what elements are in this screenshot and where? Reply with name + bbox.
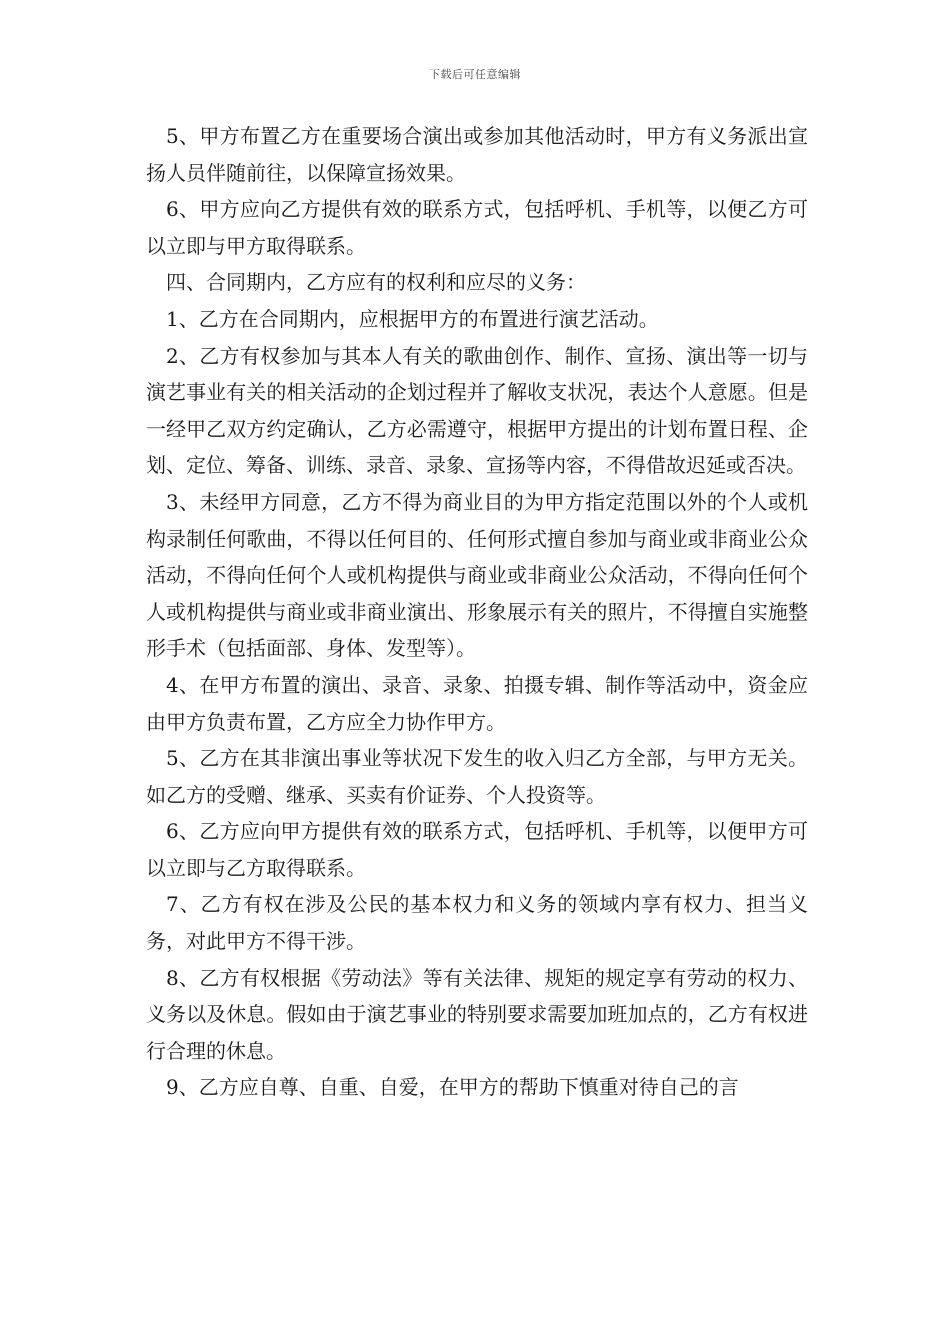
paragraph-a5: 5、甲方布置乙方在重要场合演出或参加其他活动时，甲方有义务派出宣扬人员伴随前往，以保障宣扬效果。 [146,124,808,185]
paragraph-a6: 6、甲方应向乙方提供有效的联系方式，包括呼机、手机等，以便乙方可以立即与甲方取得联系。 [146,197,808,258]
paragraph-b5: 5、乙方在其非演出事业等状况下发生的收入归乙方全部，与甲方无关。如乙方的受赠、继承、买卖有价证券、个人投资等。 [146,746,808,807]
document-body [146,118,808,1106]
paragraph-b8: 8、乙方有权根据《劳动法》等有关法律、规矩的规定享有劳动的权力、义务以及休息。假如由于演艺事业的特别要求需要加班加点的，乙方有权进行合理的休息。 [146,965,808,1063]
paragraph-b1: 1、乙方在合同期内，应根据甲方的布置进行演艺活动。 [166,306,659,331]
paragraph-b2: 2、乙方有权参加与其本人有关的歌曲创作、制作、宣扬、演出等一切与演艺事业有关的相关活动的企划过程并了解收支状况，表达个人意愿。但是一经甲乙双方约定确认，乙方必需遵守，根据甲方提出的计划布置日程、企划、定位、筹备、训练、录音、录象、宣扬等内容，不得借故迟延或否决。 [146,343,808,478]
paragraph-b9: 9、乙方应自尊、自重、自爱，在甲方的帮助下慎重对待自己的言 [166,1075,739,1100]
paragraph-b4: 4、在甲方布置的演出、录音、录象、拍摄专辑、制作等活动中，资金应由甲方负责布置，乙方应全力协作甲方。 [146,672,808,734]
page-header: 下载后可任意编辑 [429,68,521,81]
paragraph-b6: 6、乙方应向甲方提供有效的联系方式，包括呼机、手机等，以便甲方可以立即与乙方取得联系。 [146,819,808,880]
paragraph-b3: 3、未经甲方同意，乙方不得为商业目的为甲方指定范围以外的个人或机构录制任何歌曲，不得以任何目的、任何形式擅自参加与商业或非商业公众活动，不得向任何个人或机构提供与商业或非商业公众活动，不得向任何个人或机构提供与商业或非商业演出、形象展示有关的照片，不得擅自实施整形手术（包括面部、身体、发型等）。 [146,489,808,661]
section-heading-4: 四、合同期内，乙方应有的权利和应尽的义务： [166,270,586,295]
paragraph-b7: 7、乙方有权在涉及公民的基本权力和义务的领域内享有权力、担当义务，对此甲方不得干涉。 [146,892,808,954]
